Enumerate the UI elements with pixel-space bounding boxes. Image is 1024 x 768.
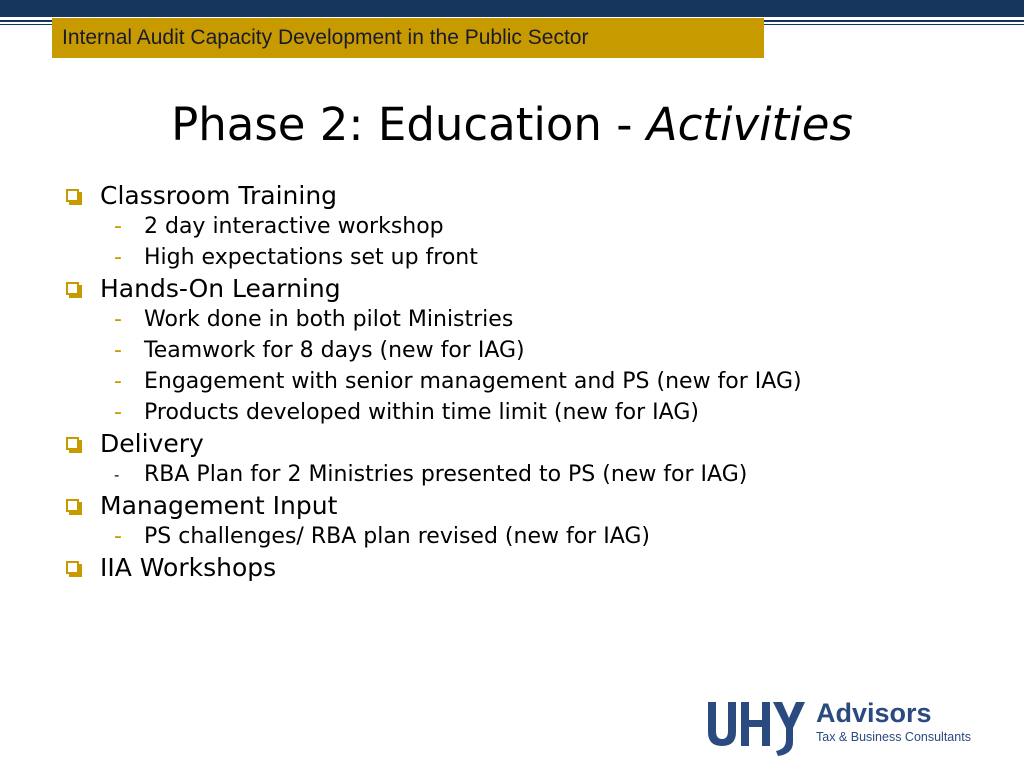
- dash-marker: -: [114, 338, 122, 363]
- sub-bullet-item: [64, 521, 1004, 552]
- dash-marker: -: [114, 400, 122, 425]
- sub-bullet-label: PS challenges/ RBA plan revised (new for IAG): [144, 524, 650, 549]
- bullet-item: [64, 273, 1004, 304]
- top-navy-bar: [0, 0, 1024, 17]
- bullet-label: Classroom Training: [100, 181, 338, 210]
- sub-bullet-item: [64, 397, 1004, 428]
- bullet-label: Management Input: [100, 491, 338, 520]
- bullet-item: [64, 552, 1004, 583]
- sub-bullet-item: [64, 335, 1004, 366]
- bullet-label: Hands-On Learning: [100, 274, 341, 303]
- logo-name: Advisors: [816, 698, 932, 728]
- sub-bullet-label: High expectations set up front: [144, 245, 478, 270]
- bullet-item: [64, 428, 1004, 459]
- dash-marker: -: [114, 369, 122, 394]
- checkbox-square-icon: [66, 189, 79, 202]
- bullet-label: Delivery: [100, 429, 204, 458]
- dash-marker: -: [114, 214, 122, 239]
- uhy-logo-mark: [706, 696, 816, 760]
- sub-bullet-item: [64, 304, 1004, 335]
- sub-bullet-label: Work done in both pilot Ministries: [144, 307, 514, 332]
- sub-bullet-item: [64, 459, 1004, 490]
- sub-bullet-label: Engagement with senior management and PS (new for IAG): [144, 369, 802, 394]
- dash-marker: -: [114, 465, 120, 484]
- dash-marker: -: [114, 307, 122, 332]
- bullet-list: [64, 180, 1004, 583]
- sub-bullet-label: 2 day interactive workshop: [144, 214, 444, 239]
- slide-title-plain: Phase 2: Education -: [171, 98, 647, 151]
- dash-marker: -: [114, 245, 122, 270]
- bullet-item: [64, 490, 1004, 521]
- bullet-label: IIA Workshops: [100, 553, 277, 582]
- slide-title-italic: Activities: [646, 98, 853, 151]
- header-banner: [52, 18, 764, 58]
- logo-tagline: Tax & Business Consultants: [816, 730, 971, 744]
- sub-bullet-label: RBA Plan for 2 Ministries presented to PS (new for IAG): [144, 462, 748, 487]
- checkbox-square-icon: [66, 437, 79, 450]
- checkbox-square-icon: [66, 499, 79, 512]
- banner-title: Internal Audit Capacity Development in the Public Sector: [62, 26, 589, 49]
- checkbox-square-icon: [66, 282, 79, 295]
- slide-title: [0, 98, 1024, 151]
- sub-bullet-item: [64, 242, 1004, 273]
- uhy-advisors-logo: [706, 696, 976, 762]
- sub-bullet-item: [64, 211, 1004, 242]
- dash-marker: -: [114, 524, 122, 549]
- sub-bullet-item: [64, 366, 1004, 397]
- sub-bullet-label: Teamwork for 8 days (new for IAG): [144, 338, 525, 363]
- checkbox-square-icon: [66, 561, 79, 574]
- bullet-item: [64, 180, 1004, 211]
- sub-bullet-label: Products developed within time limit (new for IAG): [144, 400, 699, 425]
